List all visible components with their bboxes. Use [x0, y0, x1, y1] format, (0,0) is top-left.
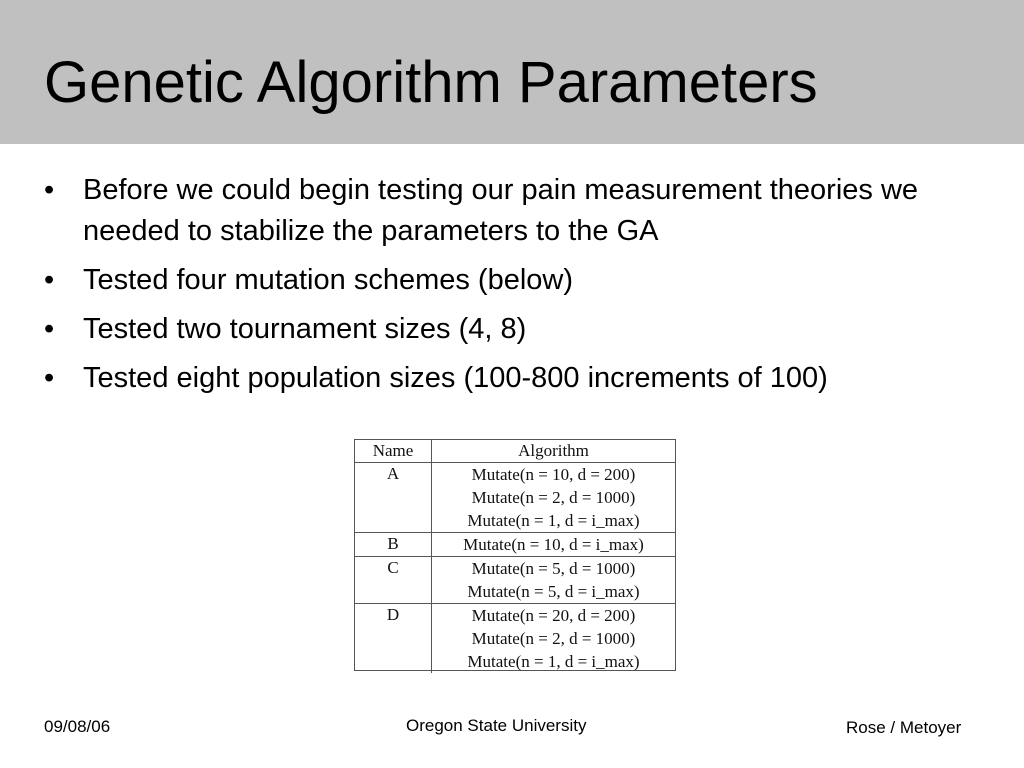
- scheme-algorithms: [432, 557, 676, 604]
- algorithm-line: Mutate(n = 20, d = 200): [471, 606, 636, 625]
- scheme-name: D: [355, 604, 432, 674]
- algorithm-line: Mutate(n = 1, d = i_max): [467, 652, 640, 671]
- algorithm-line: Mutate(n = 1, d = i_max): [467, 511, 640, 530]
- algorithm-line: Mutate(n = 10, d = 200): [471, 465, 636, 484]
- table-row: [355, 557, 675, 604]
- algorithm-line: Mutate(n = 2, d = 1000): [471, 629, 636, 648]
- bullet-dot: •: [44, 264, 55, 296]
- bullet-text: Tested eight population sizes (100-800 increments of 100): [83, 362, 828, 394]
- bullet-text: Tested four mutation schemes (below): [83, 264, 573, 296]
- scheme-algorithms: [432, 604, 676, 674]
- bullet-item: [44, 309, 984, 350]
- table-header-row: [355, 440, 675, 463]
- bullet-dot: •: [44, 174, 55, 206]
- footer-date: 09/08/06: [44, 717, 111, 736]
- column-header-algorithm: Algorithm: [432, 440, 676, 463]
- table-row: [355, 533, 675, 557]
- mutation-schemes-table: [354, 439, 676, 671]
- scheme-name: C: [355, 557, 432, 604]
- scheme-name: B: [355, 533, 432, 557]
- bullet-dot: •: [44, 362, 55, 394]
- title-bar: [0, 0, 1024, 144]
- slide-title: Genetic Algorithm Parameters: [44, 50, 818, 115]
- algorithm-line: Mutate(n = 5, d = 1000): [471, 559, 636, 578]
- bullet-item: [44, 260, 984, 301]
- scheme-name: A: [355, 463, 432, 533]
- column-header-name: Name: [355, 440, 432, 463]
- bullet-dot: •: [44, 313, 55, 345]
- scheme-algorithms: [432, 463, 676, 533]
- bullet-text: Before we could begin testing our pain measurement theories we needed to stabilize the parameters to the GA: [83, 174, 919, 247]
- bullet-item: [44, 358, 984, 399]
- bullet-item: [44, 170, 984, 252]
- footer-authors: Rose / Metoyer: [846, 718, 962, 737]
- algorithm-table: [355, 440, 675, 673]
- table-row: [355, 604, 675, 674]
- algorithm-line: Mutate(n = 5, d = i_max): [467, 582, 640, 601]
- algorithm-line: Mutate(n = 10, d = i_max): [463, 535, 644, 554]
- footer-organization: Oregon State University: [406, 716, 587, 735]
- bullet-list: [44, 170, 984, 407]
- table-row: [355, 463, 675, 533]
- scheme-algorithms: [432, 533, 676, 557]
- bullet-text: Tested two tournament sizes (4, 8): [83, 313, 527, 345]
- algorithm-line: Mutate(n = 2, d = 1000): [471, 488, 636, 507]
